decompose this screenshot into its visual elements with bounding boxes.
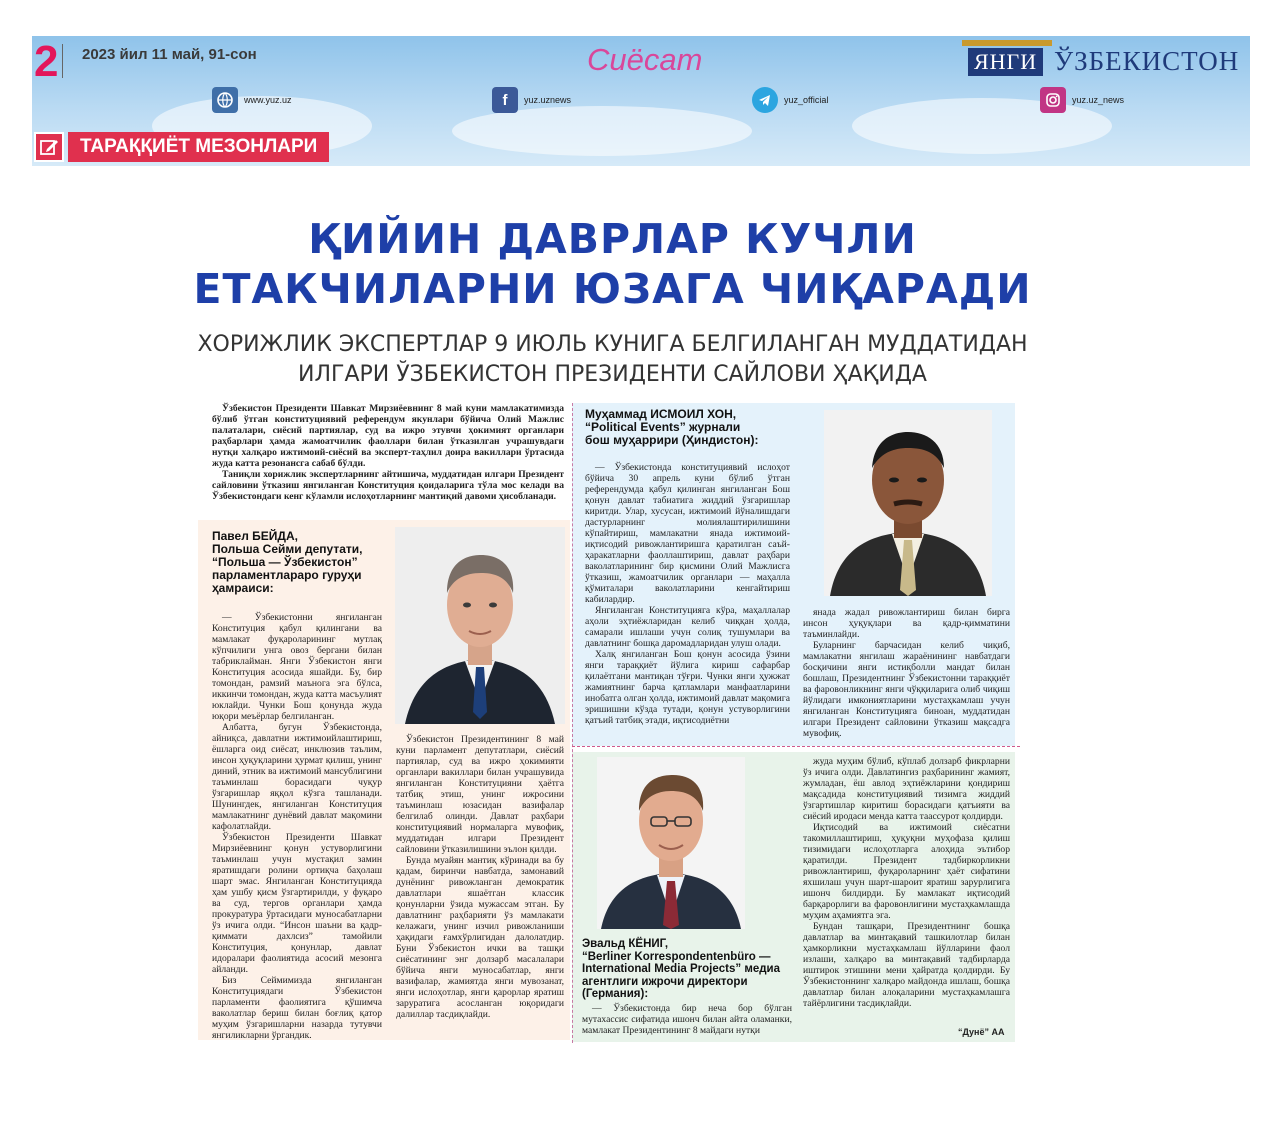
expert-name: Эвальд КЁНИГ,	[582, 938, 669, 950]
expert-role: “Berliner Korrespondentenbüro —	[582, 950, 771, 963]
body-paragraph: Биз Сеймимизда янгиланган Конституциядаги Ўзбекистон парламенти фаолиятига қўшимча ваколатлар бериш билан боғлиқ қатор муҳим ўзгаришларни назарда тутувчи янгиликларни ўргандик.	[212, 975, 382, 1041]
social-link-telegram[interactable]	[752, 86, 828, 114]
logo-left-word: ЯНГИ	[968, 48, 1043, 76]
expert-3-column-1	[582, 1003, 792, 1036]
expert-1-photo	[395, 527, 565, 724]
portrait-illustration	[824, 410, 992, 596]
social-link-facebook[interactable]	[492, 86, 571, 114]
body-paragraph: Иқтисодий ва ижтимоий сиёсатни такомиллаштириш, ҳуқуқни муҳофаза қилиш тизимидаги ислоҳотларга алоҳида эътибор қаратилди. Президент тадбиркорликни ривожлантириш, фуқароларнинг ҳаёт сифатини яхшилаш учун шарт-шароит яратиш зарурлигига ишонч билдирди. Бу мамлакат иқтисодий барқарорлиги ва фаровонлигини мустаҳкамлашда муҳим аҳамиятга эга.	[803, 822, 1010, 921]
header-divider	[62, 44, 63, 78]
subheadline-line-1: ХОРИЖЛИК ЭКСПЕРТЛАР 9 ИЮЛЬ КУНИГА БЕЛГИЛАНГАН МУДДАТИДАН	[197, 332, 1028, 357]
expert-role: “Польша — Ўзбекистон”	[212, 555, 358, 569]
body-paragraph: — Ўзбекистонда конституциявий ислоҳот бўйича 30 апрель куни бўлиб ўтган референдумда қабул қилинган янгиланган Бош қонун давлат табиатига жиддий ўзгаришлар киритди. Улар, хусусан, ижтимоий йўналишдаги дастурларнинг молиялаштирилишини кўпайтириш, мамлакатни янада ижтимоий-иқтисодий ривожлантиришга қаратилган саъй-ҳаракатларни фаоллаштириш, давлат раҳбари ваколатларининг бир қисмини Олий Мажлисга ўтказиш, жамоатчилик органлари — маҳалла қўмиталари ваколатларини кенгайтириш кабилардир.	[585, 462, 790, 605]
expert-2-photo	[824, 410, 992, 596]
expert-role: агентлиги ижрочи директори	[582, 975, 748, 988]
body-paragraph: Ўзбекистон Президенти Шавкат Мирзиёевнинг қонун устуворлигини таъминлаш учун мустақил замин яратишдаги ролини ортиқча баҳолаш шарт эмас. Янгиланган Конституцияда ҳам ушбу қисм ўзгартирилди, у фуқаро ва суд, тергов органлари ҳамда прокуратура ўртасидаги муносабатларни ўз ичига олди. “Инсон шаъни ва қадр-қиммати дахлсиз” тамойили Конституция, қонунлар, давлат идоралари фаолиятида асосий мезонга айланди.	[212, 832, 382, 975]
portrait-illustration	[597, 757, 745, 929]
social-link-website[interactable]	[212, 86, 292, 114]
article-headline	[0, 214, 1225, 314]
expert-name: Павел БЕЙДА,	[212, 529, 298, 543]
column-divider	[572, 403, 573, 1043]
article-credit: “Дунё” АА	[958, 1027, 1005, 1037]
expert-3-byline	[582, 938, 792, 1001]
expert-role: “Political Events” журнали	[585, 420, 741, 434]
expert-2-column-1	[585, 462, 790, 726]
article-lead	[212, 403, 564, 502]
telegram-icon	[752, 87, 778, 113]
expert-role: International Media Projects” медиа	[582, 963, 780, 975]
expert-role: бош муҳаррири (Ҳиндистон):	[585, 433, 759, 447]
rubric	[34, 132, 329, 162]
body-paragraph: — Ўзбекистонда бир неча бор бўлган мутахассис сифатида ишонч билан айта оламанки, мамлакат Президентининг 8 майдаги нутқи	[582, 1003, 792, 1036]
social-link-instagram[interactable]	[1040, 86, 1124, 114]
expert-role: парламентлараро гуруҳи	[212, 568, 362, 582]
pencil-icon	[34, 132, 64, 162]
body-paragraph: янада жадал ривожлантириш билан бирга инсон ҳуқуқлари ва қадр-қимматини таъминлайди.	[803, 607, 1010, 640]
expert-1-column-2	[396, 734, 564, 1020]
lead-paragraph: Таниқли хорижлик экспертларнинг айтишича, муддатидан илгари Президент сайловини ўтказиш янгиланган Конституция қоидаларига тўла мос келади ва Ўзбекистондаги кенг кўламли ислоҳотларнинг мантиқий давоми ҳисобланади.	[212, 469, 564, 502]
subheadline-line-2: ИЛГАРИ ЎЗБЕКИСТОН ПРЕЗИДЕНТИ САЙЛОВИ ҲАҚИДА	[298, 362, 927, 387]
rubric-label: ТАРАҚҚИЁТ МЕЗОНЛАРИ	[68, 132, 329, 162]
headline-line-1: ҚИЙИН ДАВРЛАР КУЧЛИ	[308, 215, 917, 263]
expert-2-byline	[585, 408, 805, 447]
body-paragraph: — Ўзбекистонни янгиланган Конституция қабул қилингани ва мамлакат фуқароларининг мутлақ кўпчилиги унга овоз бергани билан табриклайман. Янги Ўзбекистон янги Конституция асосида яшайди. Бу, бир томондан, рамзий маънога эга бўлса, иккинчи томондан, жуда катта масъулият юклайди. Чунки Бош қонунда жуда юқори меъёрлар белгиланган.	[212, 612, 382, 722]
globe-icon	[212, 87, 238, 113]
expert-1-column-1	[212, 612, 382, 1041]
body-paragraph: Буларнинг барчасидан келиб чиқиб, мамлакатни янгилаш жараёнининг навбатдаги босқичини янги истиқболли мандат билан бошлаш, Президентнинг Ўзбекистонни тараққиёт ва фаровонликнинг янги чўққиларига олиб чиқиш йўлидаги имкониятларини мустаҳкамлаш учун янгиланган Конституцияга биноан, муддатидан илгари Президент сайловини ўтказиш мақсадга мувофиқ.	[803, 640, 1010, 739]
expert-role: (Германия):	[582, 988, 649, 1000]
expert-3-column-2	[803, 756, 1010, 1009]
lead-paragraph: Ўзбекистон Президенти Шавкат Мирзиёевнинг 8 май куни мамлакатимизда бўлиб ўтган конституциявий референдум якунлари бўйича Олий Мажлис палаталари, сиёсий партиялар, суд ва ижро этувчи ҳокимият органлари раҳбарлари ҳамда жамоатчилик фаоллари билан ўтказилган учрашувдаги нутқи халқаро ижтимоий-сиёсий ва эксперт-таҳлил доира вакиллари ўртасида жуда катта резонансга сабаб бўлди.	[212, 403, 564, 469]
body-paragraph: жуда муҳим бўлиб, кўплаб долзарб фикрларни ўз ичига олди. Давлатингиз раҳбарининг жамият, жумладан, ёш авлод эҳтиёжларини қондириш мақсадида конституциявий тизимга жиддий ўзгартишлар киритиш борасидаги қатъияти ва сиёсий иродаси менда катта таассурот қолдирди.	[803, 756, 1010, 822]
facebook-icon: f	[492, 87, 518, 113]
social-label: yuz_official	[784, 95, 829, 105]
issue-date: 2023 йил 11 май, 91-сон	[82, 46, 257, 63]
expert-role: Польша Сейми депутати,	[212, 542, 363, 556]
section-divider	[572, 746, 1020, 747]
body-paragraph: Албатта, бугун Ўзбекистонда, айниқса, давлатни ижтимоийлаштириш, ёшларга оид сиёсат, инклюзив таълим, инсон ҳуқуқларини ҳурмат қилиш, унинг диний, этник ва ижтимоий мансублигини таъминлаш борасидаги чуқур ўзгаришлар яққол кўзга ташланади. Шунингдек, янгиланган Конституция мамлакатнинг дунёвий давлат мақомини кафолатлайди.	[212, 722, 382, 832]
body-paragraph: Ўзбекистон Президентининг 8 май куни парламент депутатлари, сиёсий партиялар, суд ва ижро ҳокимияти органлари вакиллари билан учрашувида янгиланган Конституцияни ҳаётга татбиқ этиш, унинг ижросини таъминлаш юзасидан вазифалар белгилаб олинди. Давлат раҳбари конституциявий нормаларга мувофиқ, муддатидан илгари Президент сайловини ўтказилишини эълон қилди.	[396, 734, 564, 855]
social-label: yuz.uznews	[524, 95, 572, 105]
section-title: Сиёсат	[587, 42, 703, 77]
expert-role: ҳамраиси:	[212, 581, 274, 595]
social-label: yuz.uz_news	[1072, 95, 1125, 105]
instagram-icon	[1040, 87, 1066, 113]
expert-1-byline	[212, 530, 392, 595]
article-subheadline	[0, 330, 1225, 390]
logo-accent-bar	[962, 40, 1052, 46]
body-paragraph: Бундан ташқари, Президентнинг бошқа давлатлар ва минтақавий ташкилотлар билан ҳамкорликни мустаҳкамлаш йўлларини фаол излаши, халқаро ва минтақавий тадбирларда иштирок этишини мени ҳайратда қолдирди. Бу Ўзбекистоннинг халқаро майдонда ишлаш, бошқа давлатлар билан алоқаларини мустаҳкамлашга тайёрлигини тасдиқлайди.	[803, 921, 1010, 1009]
body-paragraph: Бунда муайян мантиқ кўринади ва бу қадам, биринчи навбатда, замонавий дунёнинг ривожланган демократик давлатлари яшаётган классик қонунларни ўзида мужассам этган. Бу давлатнинг раҳбарияти ўз мамлакати келажаги, унинг изчил ривожланиши ҳақидаги ғамхўрлигидан далолатдир. Буни Ўзбекистон ички ва ташқи сиёсатининг энг долзарб масалалари бўйича янги муносабатлар, янги вазифалар, жамиятда янги мувозанат, янги ислоҳотлар, янги қарорлар яратиш заруратига асосланган юқоридаги далиллар тасдиқлайди.	[396, 855, 564, 1020]
newspaper-header	[32, 36, 1250, 166]
body-paragraph: Халқ янгиланган Бош қонун асосида ўзини янги тараққиёт йўлига кириш сафарбар қилаётгани мантиқан тўғри. Чунки янги ҳужжат жамиятнинг барча қатламлари манфаатларини инобатга олган ҳолда, ижтимоий давлат мақомига эришишни кўзда тутади, қонун устуворлигини қатъий татбиқ этади, иқтисодиётни	[585, 649, 790, 726]
portrait-illustration	[395, 527, 565, 724]
headline-line-2: ЕТАКЧИЛАРНИ ЮЗАГА ЧИҚАРАДИ	[193, 265, 1032, 313]
expert-name: Муҳаммад ИСМОИЛ ХОН,	[585, 407, 737, 421]
page-number: 2	[34, 37, 59, 86]
expert-3-photo	[597, 757, 745, 929]
expert-2-column-2	[803, 607, 1010, 739]
social-label: www.yuz.uz	[244, 95, 292, 105]
body-paragraph: Янгиланган Конституцияга кўра, маҳаллалар аҳоли эҳтиёжларидан келиб чиққан ҳолда, самарали ишлаши учун солиқ тушумлари ва давлатнинг бошқа даромадларидан улуш олади.	[585, 605, 790, 649]
newspaper-logo[interactable]	[962, 40, 1250, 78]
logo-right-word: ЎЗБЕКИСТОН	[1054, 46, 1240, 76]
